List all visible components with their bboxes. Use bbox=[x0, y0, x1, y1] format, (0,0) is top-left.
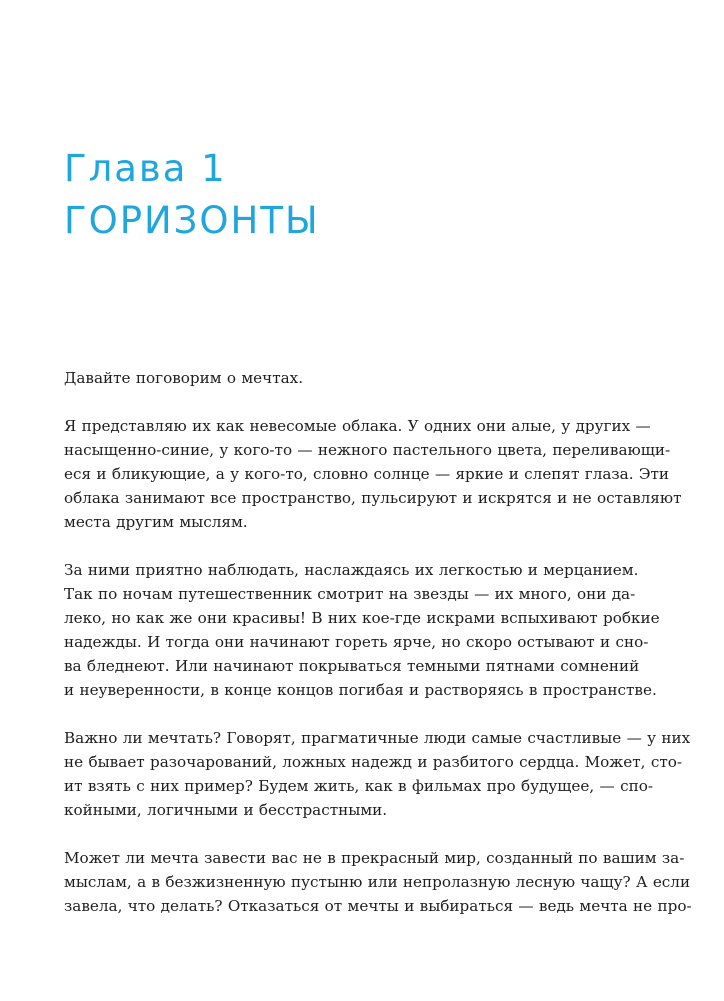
paragraph bbox=[64, 366, 622, 390]
paragraph-line: завела, что делать? Отказаться от мечты и выбираться — ведь мечта не про- bbox=[64, 897, 692, 915]
paragraph-line: ит взять с них пример? Будем жить, как в фильмах про будущее, — спо- bbox=[64, 777, 653, 795]
paragraph bbox=[64, 414, 682, 534]
paragraph-line: Так по ночам путешественник смотрит на звезды — их много, они да- bbox=[64, 585, 636, 603]
paragraph-line: надежды. И тогда они начинают гореть ярче, но скоро остывают и сно- bbox=[64, 633, 649, 651]
paragraph-line: и неуверенности, в конце концов погибая и растворяясь в пространстве. bbox=[64, 681, 657, 699]
paragraph-line: Важно ли мечтать? Говорят, прагматичные люди самые счастливые — у них bbox=[64, 729, 691, 747]
paragraph-line: мыслам, а в безжизненную пустыню или непролазную лесную чащу? А если bbox=[64, 873, 691, 891]
paragraph-line: Я представляю их как невесомые облака. У одних они алые, у других — bbox=[64, 417, 651, 435]
paragraph-line: не бывает разочарований, ложных надежд и разбитого сердца. Может, сто- bbox=[64, 753, 683, 771]
paragraph-line: Давайте поговорим о мечтах. bbox=[64, 369, 304, 387]
body-text bbox=[64, 366, 692, 942]
paragraph bbox=[64, 558, 660, 702]
paragraph-line: облака занимают все пространство, пульсируют и искрятся и не оставляют bbox=[64, 489, 682, 507]
paragraph-line: койными, логичными и бесстрастными. bbox=[64, 801, 388, 819]
paragraph-line: Может ли мечта завести вас не в прекрасный мир, созданный по вашим за- bbox=[64, 849, 685, 867]
paragraph-line: За ними приятно наблюдать, наслаждаясь их легкостью и мерцанием. bbox=[64, 561, 639, 579]
paragraph bbox=[64, 846, 692, 918]
paragraph-line: насыщенно-синие, у кого-то — нежного пастельного цвета, переливающи- bbox=[64, 441, 671, 459]
paragraph bbox=[64, 726, 691, 822]
chapter-heading bbox=[64, 143, 320, 247]
paragraph-line: места другим мыслям. bbox=[64, 513, 248, 531]
chapter-title: ГОРИЗОНТЫ bbox=[64, 199, 320, 242]
paragraph-line: леко, но как же они красивы! В них кое-где искрами вспыхивают робкие bbox=[64, 609, 660, 627]
paragraph-line: ва бледнеют. Или начинают покрываться темными пятнами сомнений bbox=[64, 657, 640, 675]
chapter-number: Глава 1 bbox=[64, 147, 227, 190]
paragraph-line: еся и бликующие, а у кого-то, словно солнце — яркие и слепят глаза. Эти bbox=[64, 465, 670, 483]
